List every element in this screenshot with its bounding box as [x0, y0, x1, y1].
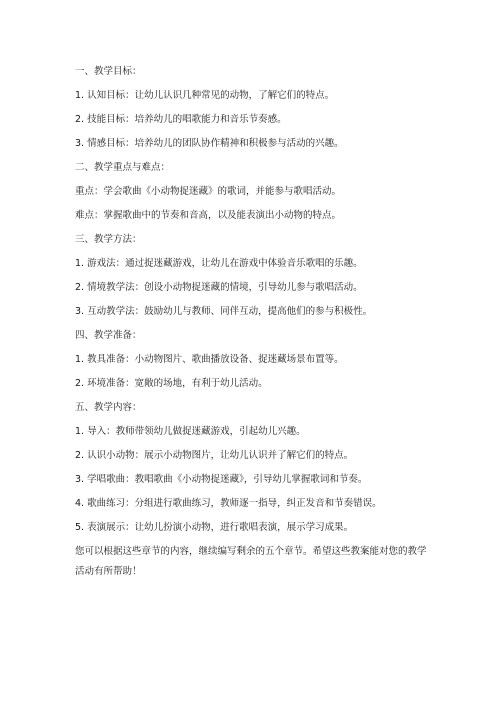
list-item: 难点：掌握歌曲中的节奏和音高，以及能表演出小动物的特点。: [75, 210, 342, 221]
list-item: 1. 导入：教师带领幼儿做捉迷藏游戏，引起幼儿兴趣。: [75, 426, 306, 437]
section-heading: 三、教学方法：: [75, 234, 142, 245]
list-item: 1. 游戏法：通过捉迷藏游戏，让幼儿在游戏中体验音乐歌唱的乐趣。: [75, 258, 363, 269]
section-heading: 一、教学目标：: [75, 66, 142, 77]
section-2: [75, 161, 435, 233]
list-item: 3. 学唱歌曲：教唱歌曲《小动物捉迷藏》，引导幼儿掌握歌词和节奏。: [75, 474, 368, 485]
list-item: 1. 认知目标：让幼儿认识几种常见的动物，了解它们的特点。: [75, 90, 335, 101]
list-item: 5. 表演展示：让幼儿扮演小动物，进行歌唱表演，展示学习成果。: [75, 522, 354, 533]
list-item: 2. 情境教学法：创设小动物捉迷藏的情境，引导幼儿参与歌唱活动。: [75, 282, 363, 293]
list-item: 3. 互动教学法：鼓励幼儿与教师、同伴互动，提高他们的参与积极性。: [75, 306, 373, 317]
closing-paragraph: 您可以根据这些章节的内容，继续编写剩余的五个章节。希望这些教案能对您的教学活动有所帮助！: [75, 546, 427, 577]
section-1: [75, 65, 435, 161]
list-item: 2. 认识小动物：展示小动物图片，让幼儿认识并了解它们的特点。: [75, 450, 354, 461]
section-heading: 二、教学重点与难点：: [75, 162, 171, 173]
list-item: 3. 情感目标：培养幼儿的团队协作精神和积极参与活动的兴趣。: [75, 138, 344, 149]
list-item: 2. 技能目标：培养幼儿的唱歌能力和音乐节奏感。: [75, 114, 287, 125]
list-item: 重点：学会歌曲《小动物捉迷藏》的歌词，并能参与歌唱活动。: [75, 186, 342, 197]
list-item: 4. 歌曲练习：分组进行歌曲练习，教师逐一指导，纠正发音和节奏错误。: [75, 498, 382, 509]
section-heading: 四、教学准备：: [75, 330, 142, 341]
list-item: 1. 教具准备：小动物图片、歌曲播放设备、捉迷藏场景布置等。: [75, 354, 344, 365]
list-item: 2. 环境准备：宽敞的场地，有利于幼儿活动。: [75, 378, 268, 389]
section-5: [75, 401, 435, 545]
section-heading: 五、教学内容：: [75, 402, 142, 413]
section-3: [75, 233, 435, 329]
document-page: [75, 65, 435, 582]
section-4: [75, 329, 435, 401]
